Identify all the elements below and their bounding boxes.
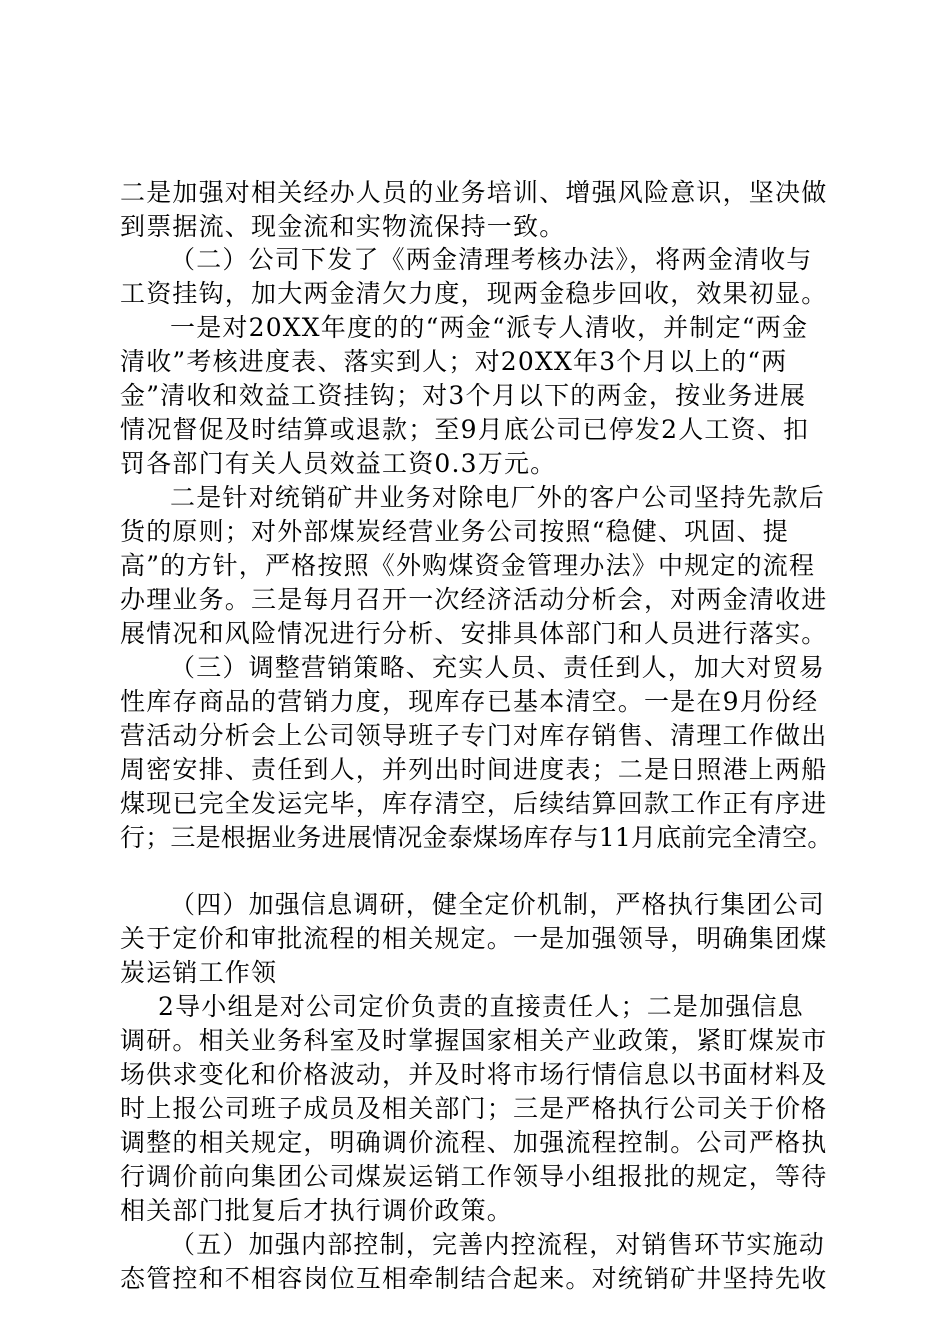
- text-line: 到票据流、现金流和实物流保持一致。: [120, 212, 566, 241]
- text-line: 金”清收和效益工资挂钩；对3个月以下的两金，按业务进展: [120, 381, 807, 410]
- text-line: 高”的方针，严格按照《外购煤资金管理办法》中规定的流程: [120, 551, 816, 580]
- text-line: 场供求变化和价格波动，并及时将市场行情信息以书面材料及: [120, 1060, 828, 1089]
- text-line: 炭运销工作领: [120, 958, 278, 987]
- text-line: 罚各部门有关人员效益工资0.3万元。: [120, 449, 557, 478]
- text-line: 态管控和不相容岗位互相牵制结合起来。对统销矿井坚持先收: [120, 1264, 828, 1293]
- text-line: 二是针对统销矿井业务对除电厂外的客户公司坚持先款后: [170, 483, 826, 512]
- text-line: 情况督促及时结算或退款；至9月底公司已停发2人工资、扣: [120, 415, 810, 444]
- text-line: 货的原则；对外部煤炭经营业务公司按照“稳健、巩固、提: [120, 517, 789, 546]
- text-line: 周密安排、责任到人，并列出时间进度表；二是日照港上两船: [120, 755, 828, 784]
- text-line: 行调价前向集团公司煤炭运销工作领导小组报批的规定，等待: [120, 1162, 828, 1191]
- text-line: 办理业务。三是每月召开一次经济活动分析会，对两金清收进: [120, 585, 828, 614]
- text-line: （四）加强信息调研，健全定价机制，严格执行集团公司: [170, 890, 826, 919]
- text-line: （五）加强内部控制，完善内控流程，对销售环节实施动: [170, 1230, 826, 1259]
- text-line: 工资挂钩，加大两金清欠力度，现两金稳步回收，效果初显。: [120, 279, 828, 308]
- text-line: 展情况和风险情况进行分析、安排具体部门和人员进行落实。: [120, 619, 828, 648]
- text-line: （二）公司下发了《两金清理考核办法》，将两金清收与: [170, 245, 813, 274]
- text-line: （三）调整营销策略、充实人员、责任到人，加大对贸易: [170, 653, 826, 682]
- text-line: 时上报公司班子成员及相关部门；三是严格执行公司关于价格: [120, 1094, 828, 1123]
- text-line: 煤现已完全发运完毕，库存清空，后续结算回款工作正有序进: [120, 789, 828, 818]
- text-line: 行；三是根据业务进展情况金泰煤场库存与11月底前完全清空。: [120, 823, 833, 852]
- text-line: 调研。相关业务科室及时掌握国家相关产业政策，紧盯煤炭市: [120, 1026, 828, 1055]
- text-line: 调整的相关规定，明确调价流程、加强流程控制。公司严格执: [120, 1128, 828, 1157]
- text-line: 2导小组是对公司定价负责的直接责任人；二是加强信息: [158, 992, 804, 1021]
- text-line: 相关部门批复后才执行调价政策。: [120, 1196, 514, 1225]
- text-line: 营活动分析会上公司领导班子专门对库存销售、清理工作做出: [120, 721, 828, 750]
- text-line: 一是对20XX年度的的“两金“派专人清收，并制定“两金: [170, 313, 809, 342]
- text-line: 清收”考核进度表、落实到人；对20XX年3个月以上的“两: [120, 347, 788, 376]
- text-line: 性库存商品的营销力度，现库存已基本清空。一是在9月份经: [120, 687, 819, 716]
- text-line: 二是加强对相关经办人员的业务培训、增强风险意识，坚决做: [120, 178, 828, 207]
- text-line: 关于定价和审批流程的相关规定。一是加强领导，明确集团煤: [120, 924, 828, 953]
